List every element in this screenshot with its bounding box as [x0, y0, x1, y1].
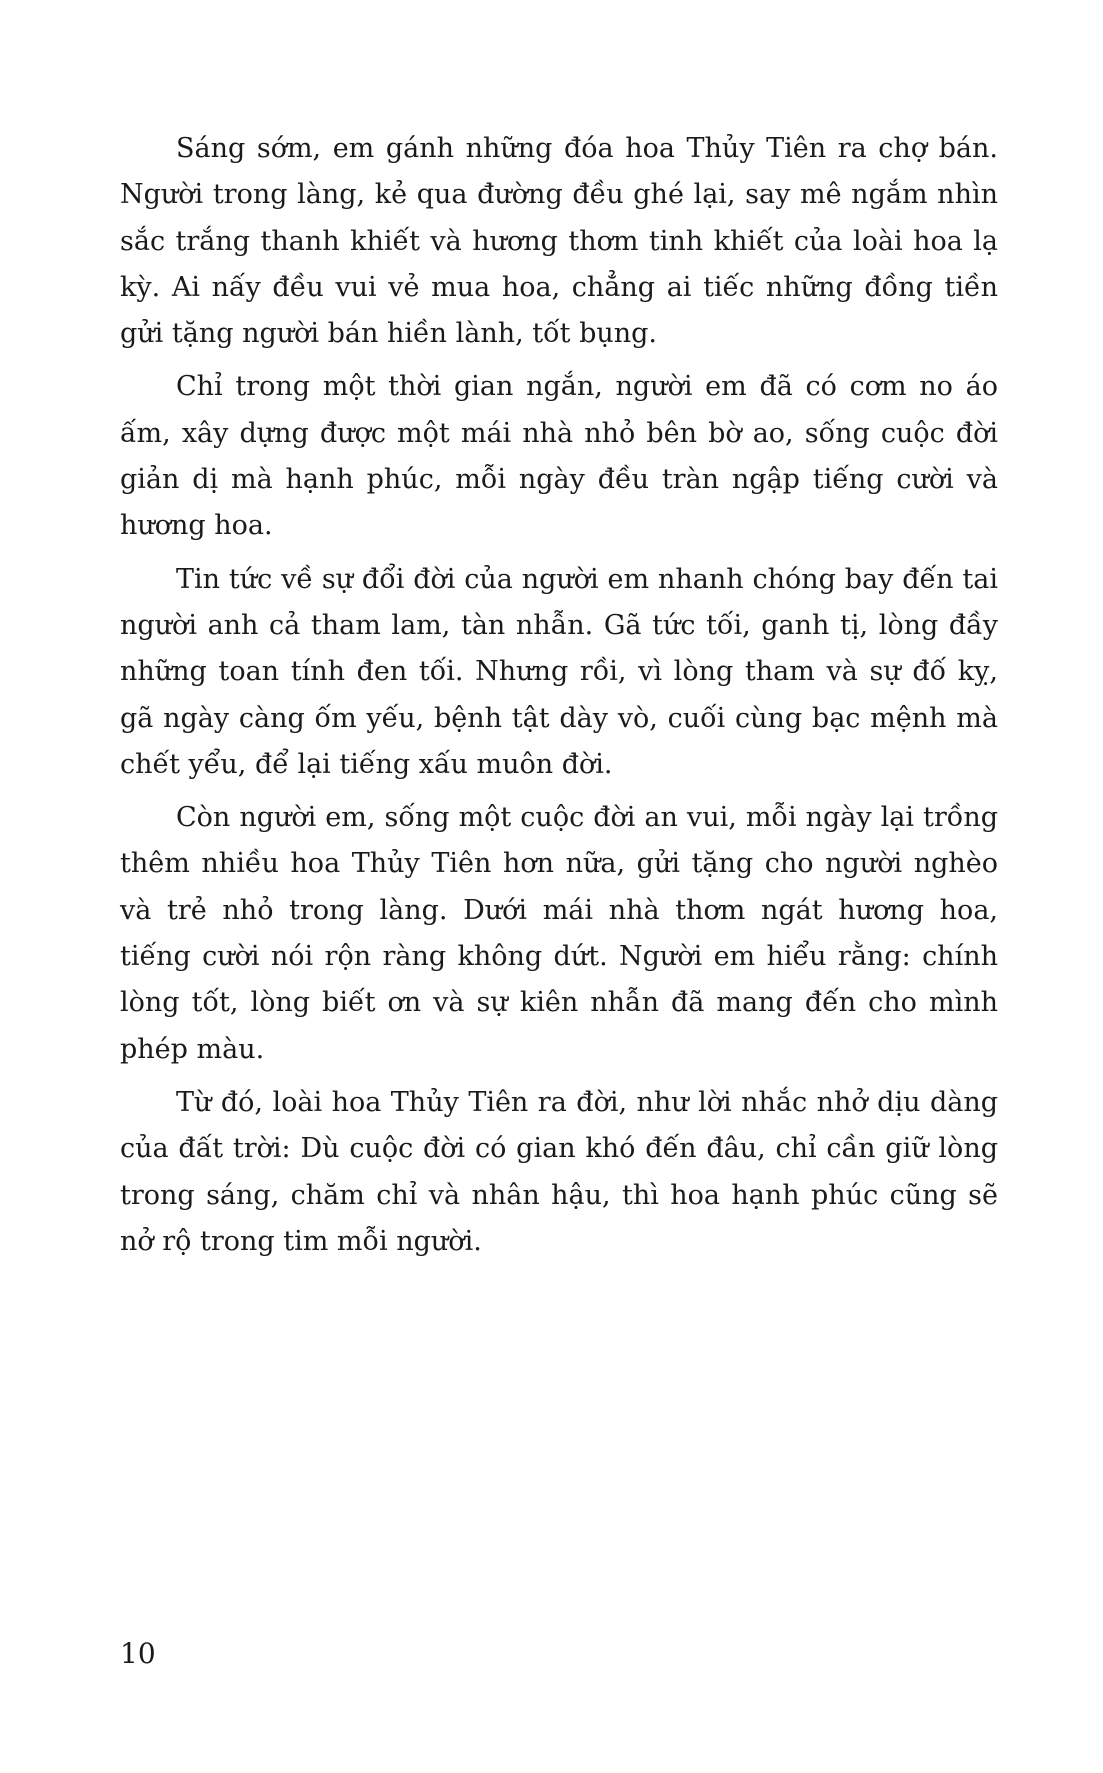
body-text: [120, 126, 998, 1272]
page-number: 10: [120, 1637, 156, 1670]
paragraph-4: Còn người em, sống một cuộc đời an vui, mỗi ngày lại trồng thêm nhiều hoa Thủy Tiên hơn nữa, gửi tặng cho người nghèo và trẻ nhỏ trong làng. Dưới mái nhà thơm ngát hương hoa, tiếng cười nói rộn ràng không dứt. Người em hiểu rằng: chính lòng tốt, lòng biết ơn và sự kiên nhẫn đã mang đến cho mình phép màu.: [120, 802, 998, 1065]
paragraph-1: Sáng sớm, em gánh những đóa hoa Thủy Tiên ra chợ bán. Người trong làng, kẻ qua đường đều ghé lại, say mê ngắm nhìn sắc trắng thanh khiết và hương thơm tinh khiết của loài hoa lạ kỳ. Ai nấy đều vui vẻ mua hoa, chẳng ai tiếc những đồng tiền gửi tặng người bán hiền lành, tốt bụng.: [120, 133, 998, 350]
paragraph-2: Chỉ trong một thời gian ngắn, người em đã có cơm no áo ấm, xây dựng được một mái nhà nhỏ bên bờ ao, sống cuộc đời giản dị mà hạnh phúc, mỗi ngày đều tràn ngập tiếng cười và hương hoa.: [120, 371, 998, 542]
paragraph-3: Tin tức về sự đổi đời của người em nhanh chóng bay đến tai người anh cả tham lam, tàn nhẫn. Gã tức tối, ganh tị, lòng đầy những toan tính đen tối. Nhưng rồi, vì lòng tham và sự đố kỵ, gã ngày càng ốm yếu, bệnh tật dày vò, cuối cùng bạc mệnh mà chết yểu, để lại tiếng xấu muôn đời.: [120, 563, 998, 780]
paragraph-5: Từ đó, loài hoa Thủy Tiên ra đời, như lời nhắc nhở dịu dàng của đất trời: Dù cuộc đời có gian khó đến đâu, chỉ cần giữ lòng trong sáng, chăm chỉ và nhân hậu, thì hoa hạnh phúc cũng sẽ nở rộ trong tim mỗi người.: [120, 1086, 998, 1257]
